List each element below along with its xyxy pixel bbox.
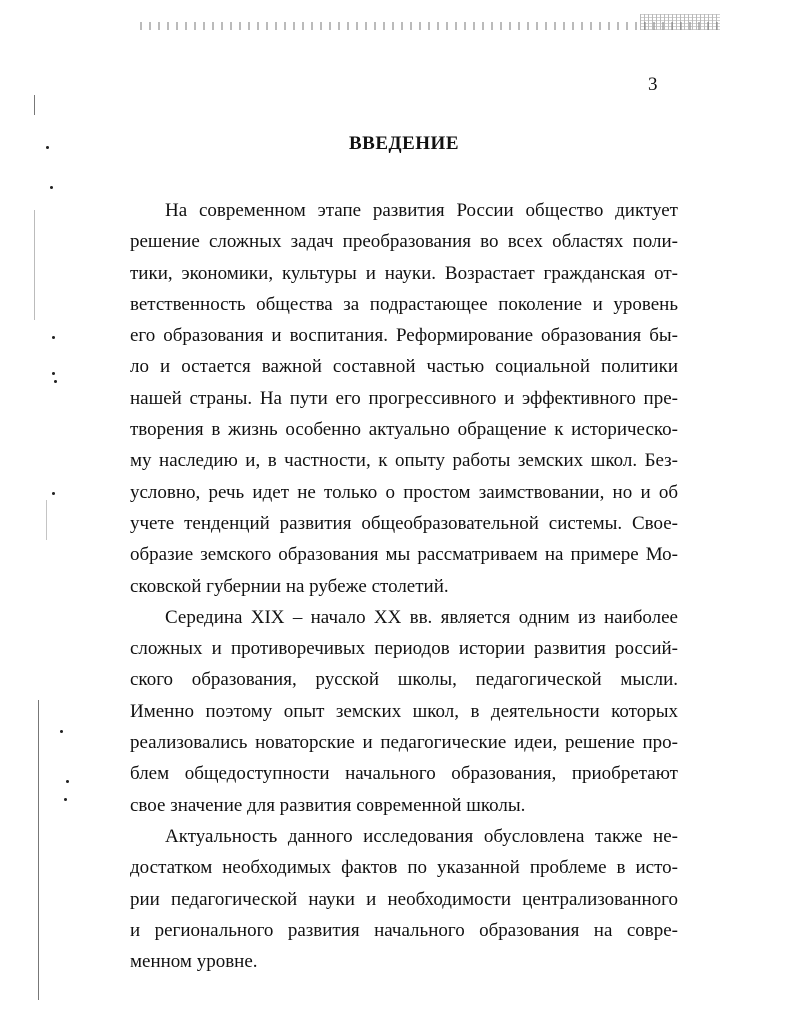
text-line: реализовались новаторские и педагогические идеи, решение про- <box>130 732 678 754</box>
text-line: учете тенденций развития общеобразовательной системы. Свое- <box>130 512 678 534</box>
text-line: Середина XIX – начало XX вв. является одним из наиболее <box>165 606 678 628</box>
text-line: му наследию и, в частности, к опыту работы земских школ. Без- <box>130 450 678 472</box>
scan-margin-dot <box>66 780 69 783</box>
text-line: Именно поэтому опыт земских школ, в деятельности которых <box>130 700 678 722</box>
text-line: достатком необходимых фактов по указанной проблеме в исто- <box>130 857 678 879</box>
text-line: нашей страны. На пути его прогрессивного и эффективного пре- <box>130 387 678 409</box>
scan-margin-line <box>34 95 35 115</box>
text-line: творения в жизнь особенно актуально обращение к историческо- <box>130 419 678 441</box>
text-line: ского образования, русской школы, педагогической мысли. <box>130 669 678 691</box>
text-line: свое значение для развития современной школы. <box>130 794 526 816</box>
text-line: блем общедоступности начального образования, приобретают <box>130 763 678 785</box>
scan-margin-dot <box>52 492 55 495</box>
text-line: сложных и противоречивых периодов истории развития россий- <box>130 638 678 660</box>
text-line: и регионального развития начального образования на совре- <box>130 919 678 941</box>
scan-margin-dot <box>54 380 57 383</box>
scan-margin-dot <box>50 186 53 189</box>
page-number: 3 <box>648 74 658 95</box>
text-line: тики, экономики, культуры и науки. Возрастает гражданская от- <box>130 262 678 284</box>
scan-margin-dot <box>64 798 67 801</box>
paragraph-1 <box>130 195 678 602</box>
text-line: менном уровне. <box>130 951 258 973</box>
text-line: сковской губернии на рубеже столетий. <box>130 575 449 597</box>
body-text <box>130 195 678 977</box>
text-line: образие земского образования мы рассматриваем на примере Мо- <box>130 544 678 566</box>
scan-margin-dot <box>52 336 55 339</box>
scan-margin-dot <box>52 372 55 375</box>
text-line: условно, речь идет не только о простом заимствовании, но и об <box>130 481 678 503</box>
paragraph-3 <box>130 821 678 977</box>
scan-margin-line <box>38 700 39 1000</box>
text-line: На современном этапе развития России общество диктует <box>165 200 678 221</box>
scan-margin-line <box>34 210 35 320</box>
scan-artifact-top <box>140 22 720 30</box>
paragraph-2 <box>130 602 678 821</box>
text-line: ло и остается важной составной частью социальной политики <box>130 356 678 378</box>
scan-margin-dot <box>60 730 63 733</box>
text-line: его образования и воспитания. Реформирование образования бы- <box>130 325 678 347</box>
text-line: решение сложных задач преобразования во всех областях поли- <box>130 231 678 253</box>
page-title: ВВЕДЕНИЕ <box>349 133 459 154</box>
scan-artifact-top-right <box>640 14 720 30</box>
scan-margin-line <box>46 500 47 540</box>
text-line: рии педагогической науки и необходимости централизованного <box>130 888 678 910</box>
text-line: ветственность общества за подрастающее поколение и уровень <box>130 293 678 315</box>
text-line: Актуальность данного исследования обусловлена также не- <box>165 825 678 847</box>
